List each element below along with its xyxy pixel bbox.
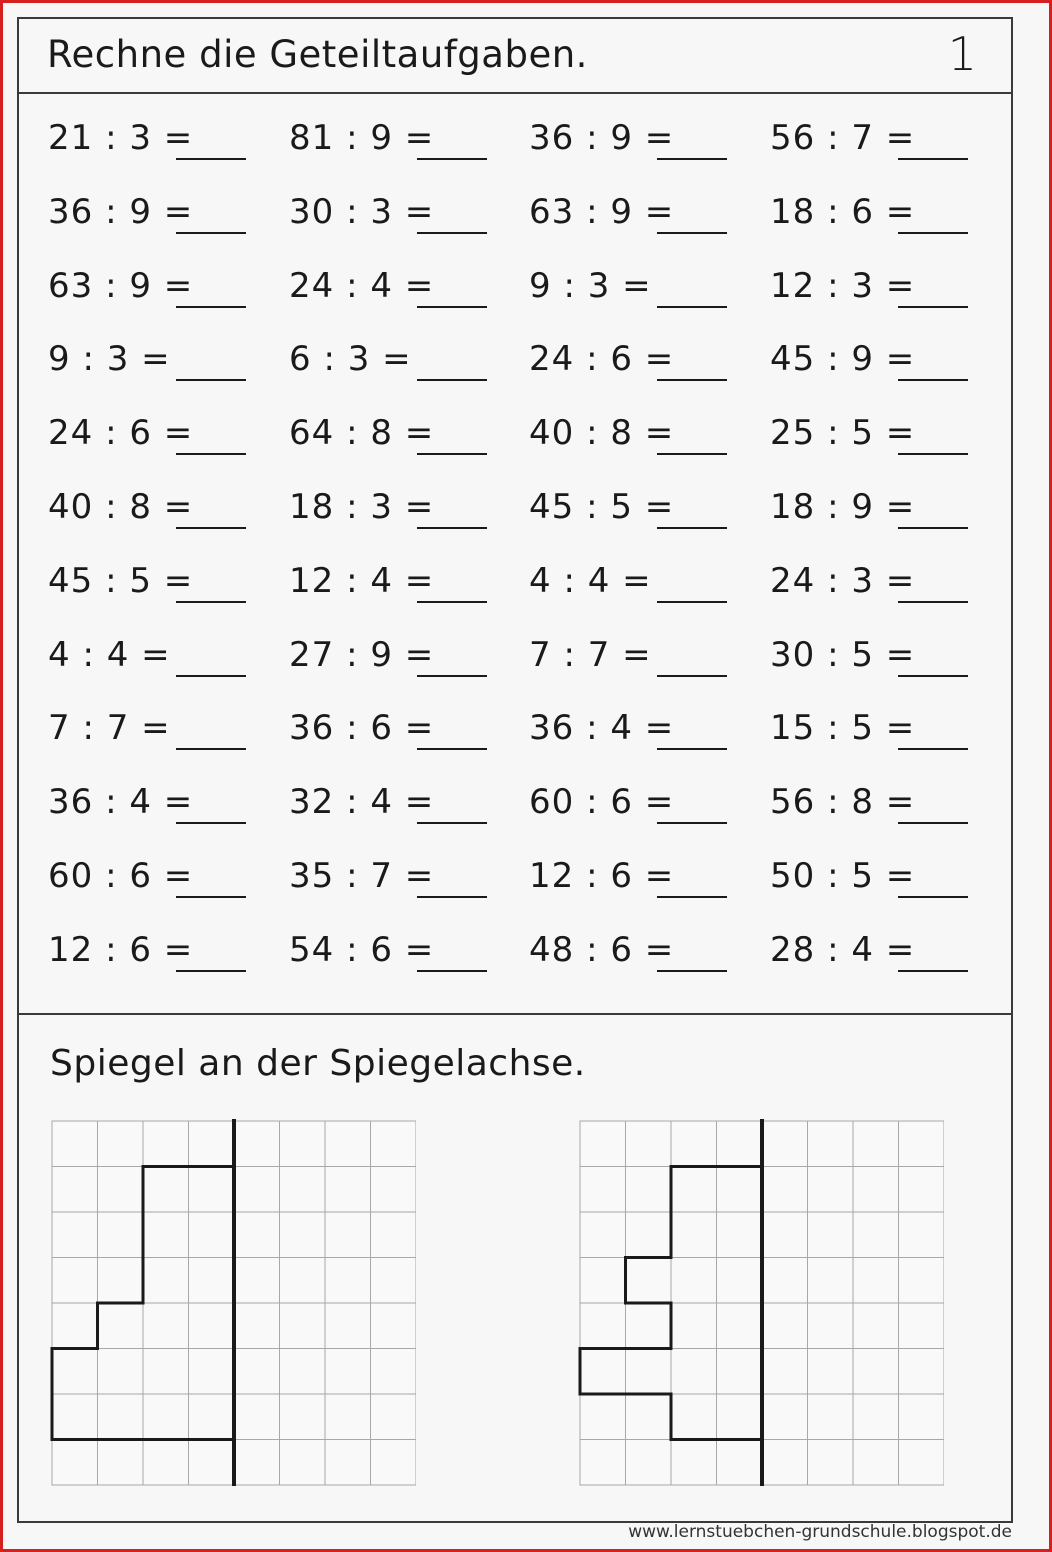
- answer-blank[interactable]: [657, 675, 727, 677]
- answer-blank[interactable]: [417, 970, 487, 972]
- answer-blank[interactable]: [417, 896, 487, 898]
- answer-blank[interactable]: [657, 158, 727, 160]
- answer-blank[interactable]: [176, 970, 246, 972]
- answer-blank[interactable]: [898, 158, 968, 160]
- answer-blank[interactable]: [657, 822, 727, 824]
- answer-blank[interactable]: [417, 379, 487, 381]
- task-expression: 32 : 4 =: [289, 782, 435, 822]
- task-expression: 50 : 5 =: [770, 856, 916, 896]
- answer-blank[interactable]: [657, 527, 727, 529]
- answer-blank[interactable]: [657, 748, 727, 750]
- task-expression: 18 : 6 =: [770, 192, 916, 232]
- answer-blank[interactable]: [657, 453, 727, 455]
- task-expression: 63 : 9 =: [529, 192, 675, 232]
- answer-blank[interactable]: [417, 232, 487, 234]
- task-expression: 40 : 8 =: [48, 487, 194, 527]
- task-expression: 7 : 7 =: [529, 635, 652, 675]
- task-expression: 36 : 4 =: [529, 708, 675, 748]
- task-expression: 24 : 6 =: [48, 413, 194, 453]
- answer-blank[interactable]: [417, 748, 487, 750]
- answer-blank[interactable]: [417, 306, 487, 308]
- answer-blank[interactable]: [898, 453, 968, 455]
- task-expression: 12 : 6 =: [529, 856, 675, 896]
- task-expression: 36 : 9 =: [529, 118, 675, 158]
- task-expression: 24 : 3 =: [770, 561, 916, 601]
- task-expression: 63 : 9 =: [48, 266, 194, 306]
- answer-blank[interactable]: [176, 527, 246, 529]
- answer-blank[interactable]: [898, 822, 968, 824]
- task-expression: 60 : 6 =: [48, 856, 194, 896]
- answer-blank[interactable]: [176, 822, 246, 824]
- task-expression: 28 : 4 =: [770, 930, 916, 970]
- task-expression: 45 : 5 =: [48, 561, 194, 601]
- answer-blank[interactable]: [657, 601, 727, 603]
- task-expression: 12 : 4 =: [289, 561, 435, 601]
- task-expression: 56 : 8 =: [770, 782, 916, 822]
- task-expression: 30 : 5 =: [770, 635, 916, 675]
- answer-blank[interactable]: [176, 232, 246, 234]
- task-expression: 15 : 5 =: [770, 708, 916, 748]
- answer-blank[interactable]: [176, 601, 246, 603]
- task-expression: 36 : 9 =: [48, 192, 194, 232]
- page-number: 1: [947, 27, 977, 81]
- answer-blank[interactable]: [176, 748, 246, 750]
- task-expression: 4 : 4 =: [529, 561, 652, 601]
- answer-blank[interactable]: [176, 453, 246, 455]
- answer-blank[interactable]: [898, 306, 968, 308]
- answer-blank[interactable]: [417, 822, 487, 824]
- task-expression: 30 : 3 =: [289, 192, 435, 232]
- task-expression: 60 : 6 =: [529, 782, 675, 822]
- task-expression: 35 : 7 =: [289, 856, 435, 896]
- answer-blank[interactable]: [898, 675, 968, 677]
- section-divider: [17, 1013, 1013, 1015]
- task-expression: 18 : 9 =: [770, 487, 916, 527]
- task-expression: 45 : 5 =: [529, 487, 675, 527]
- task-expression: 9 : 3 =: [48, 339, 171, 379]
- task-expression: 6 : 3 =: [289, 339, 412, 379]
- footer-url: www.lernstuebchen-grundschule.blogspot.de: [628, 1522, 1012, 1542]
- task-expression: 18 : 3 =: [289, 487, 435, 527]
- task-expression: 12 : 3 =: [770, 266, 916, 306]
- task-expression: 24 : 6 =: [529, 339, 675, 379]
- answer-blank[interactable]: [898, 232, 968, 234]
- mirror-exercise-title: Spiegel an der Spiegelachse.: [50, 1043, 586, 1084]
- task-expression: 36 : 6 =: [289, 708, 435, 748]
- answer-blank[interactable]: [657, 379, 727, 381]
- answer-blank[interactable]: [176, 896, 246, 898]
- task-expression: 48 : 6 =: [529, 930, 675, 970]
- answer-blank[interactable]: [176, 379, 246, 381]
- answer-blank[interactable]: [898, 896, 968, 898]
- task-expression: 36 : 4 =: [48, 782, 194, 822]
- task-expression: 25 : 5 =: [770, 413, 916, 453]
- mirror-grid-1[interactable]: [50, 1119, 416, 1492]
- answer-blank[interactable]: [176, 306, 246, 308]
- answer-blank[interactable]: [898, 379, 968, 381]
- answer-blank[interactable]: [898, 970, 968, 972]
- answer-blank[interactable]: [657, 232, 727, 234]
- task-expression: 24 : 4 =: [289, 266, 435, 306]
- task-expression: 12 : 6 =: [48, 930, 194, 970]
- answer-blank[interactable]: [898, 748, 968, 750]
- task-expression: 9 : 3 =: [529, 266, 652, 306]
- answer-blank[interactable]: [417, 675, 487, 677]
- task-expression: 81 : 9 =: [289, 118, 435, 158]
- answer-blank[interactable]: [898, 527, 968, 529]
- task-expression: 4 : 4 =: [48, 635, 171, 675]
- answer-blank[interactable]: [657, 970, 727, 972]
- task-expression: 21 : 3 =: [48, 118, 194, 158]
- task-expression: 64 : 8 =: [289, 413, 435, 453]
- answer-blank[interactable]: [417, 601, 487, 603]
- task-expression: 56 : 7 =: [770, 118, 916, 158]
- task-expression: 40 : 8 =: [529, 413, 675, 453]
- answer-blank[interactable]: [898, 601, 968, 603]
- worksheet-title: Rechne die Geteiltaufgaben.: [47, 33, 588, 76]
- answer-blank[interactable]: [176, 675, 246, 677]
- answer-blank[interactable]: [657, 306, 727, 308]
- answer-blank[interactable]: [657, 896, 727, 898]
- task-expression: 27 : 9 =: [289, 635, 435, 675]
- answer-blank[interactable]: [417, 453, 487, 455]
- answer-blank[interactable]: [417, 527, 487, 529]
- task-expression: 54 : 6 =: [289, 930, 435, 970]
- answer-blank[interactable]: [176, 158, 246, 160]
- task-expression: 45 : 9 =: [770, 339, 916, 379]
- answer-blank[interactable]: [417, 158, 487, 160]
- mirror-grid-2[interactable]: [578, 1119, 944, 1492]
- task-expression: 7 : 7 =: [48, 708, 171, 748]
